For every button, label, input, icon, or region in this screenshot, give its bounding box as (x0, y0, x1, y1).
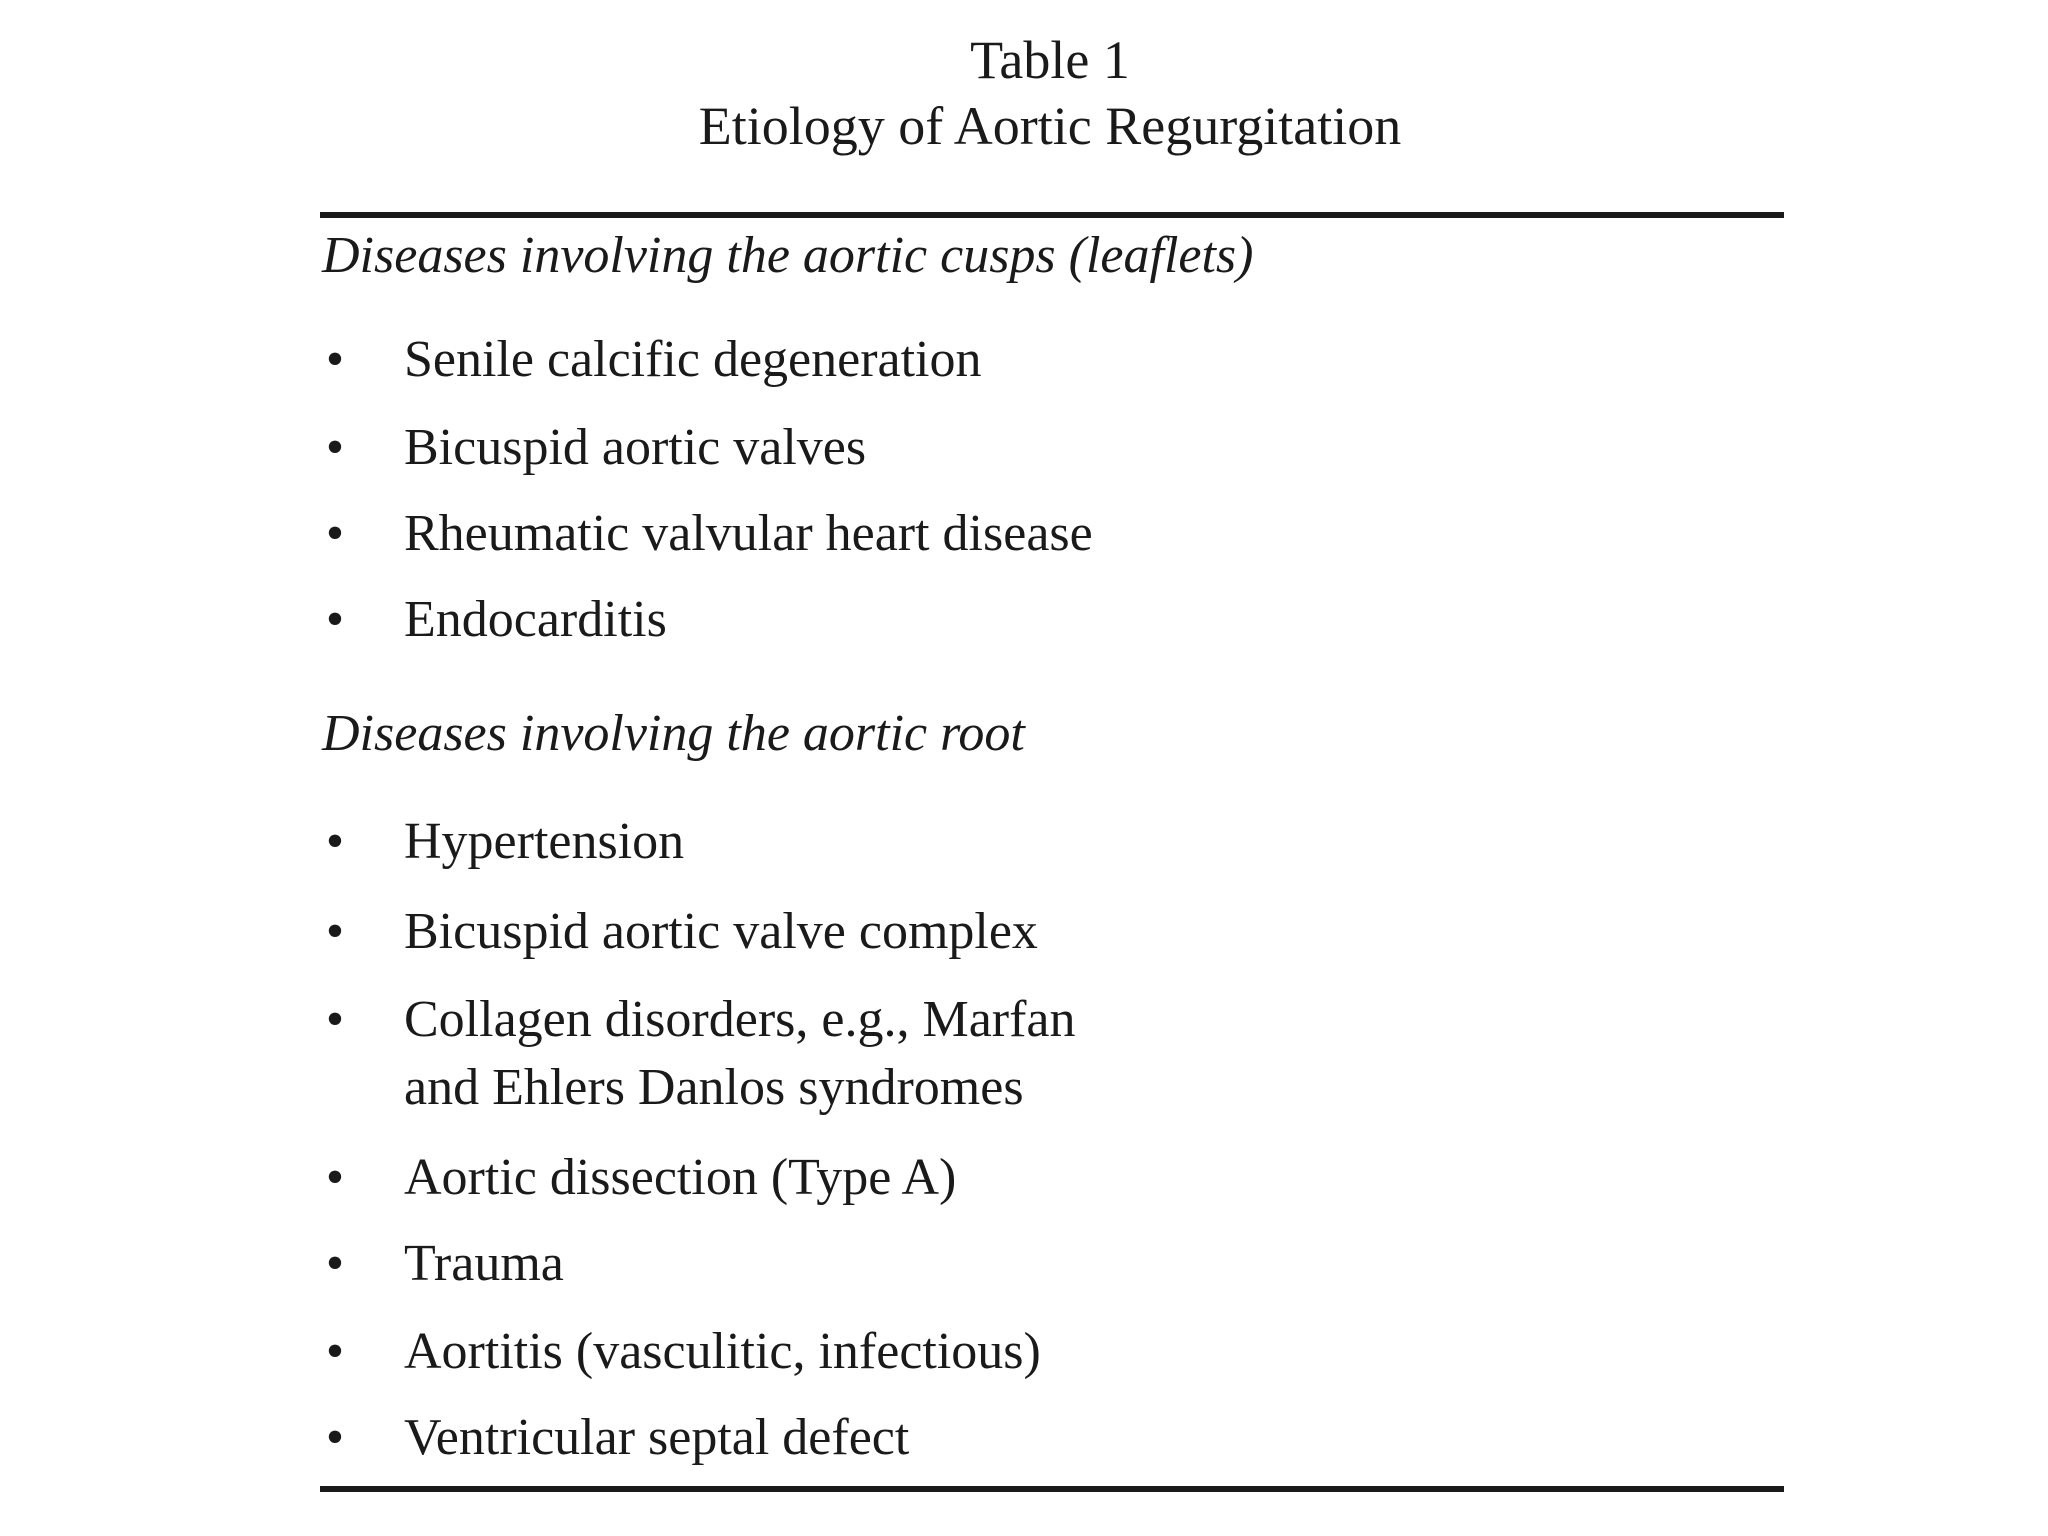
section-heading-aortic-root: Diseases involving the aortic root (322, 705, 1025, 762)
list-item-text: Collagen disorders, e.g., Marfan and Ehlers Danlos syndromes (404, 991, 1076, 1116)
bullet-icon: • (325, 813, 345, 870)
list-item-text: Ventricular septal defect (404, 1409, 910, 1466)
bullet-icon: • (325, 505, 345, 562)
list-item-text: Senile calcific degeneration (404, 331, 982, 388)
list-item-text: Aortitis (vasculitic, infectious) (404, 1323, 1041, 1380)
list-item-text: Endocarditis (404, 591, 667, 648)
bullet-icon: • (325, 1323, 345, 1380)
table-title: Etiology of Aortic Regurgitation (698, 96, 1402, 156)
bullet-icon: • (325, 1409, 345, 1466)
list-item-text: Trauma (404, 1235, 564, 1292)
bullet-icon: • (325, 591, 345, 648)
bullet-icon: • (325, 903, 345, 960)
list-item-text: Hypertension (404, 813, 685, 870)
bullet-icon: • (325, 419, 345, 476)
list-item-text: Aortic dissection (Type A) (404, 1149, 957, 1206)
top-rule (320, 212, 1784, 218)
bullet-icon: • (325, 1149, 345, 1206)
bullet-icon: • (325, 331, 345, 388)
list-item-text: Rheumatic valvular heart disease (404, 505, 1093, 562)
bottom-rule (320, 1486, 1784, 1492)
table-number: Table 1 (970, 30, 1130, 90)
bullet-icon: • (325, 991, 345, 1048)
section-heading-aortic-cusps: Diseases involving the aortic cusps (leaflets) (322, 227, 1254, 284)
bullet-icon: • (325, 1235, 345, 1292)
list-item-text: Bicuspid aortic valves (404, 419, 867, 476)
list-item-text: Bicuspid aortic valve complex (404, 903, 1038, 960)
